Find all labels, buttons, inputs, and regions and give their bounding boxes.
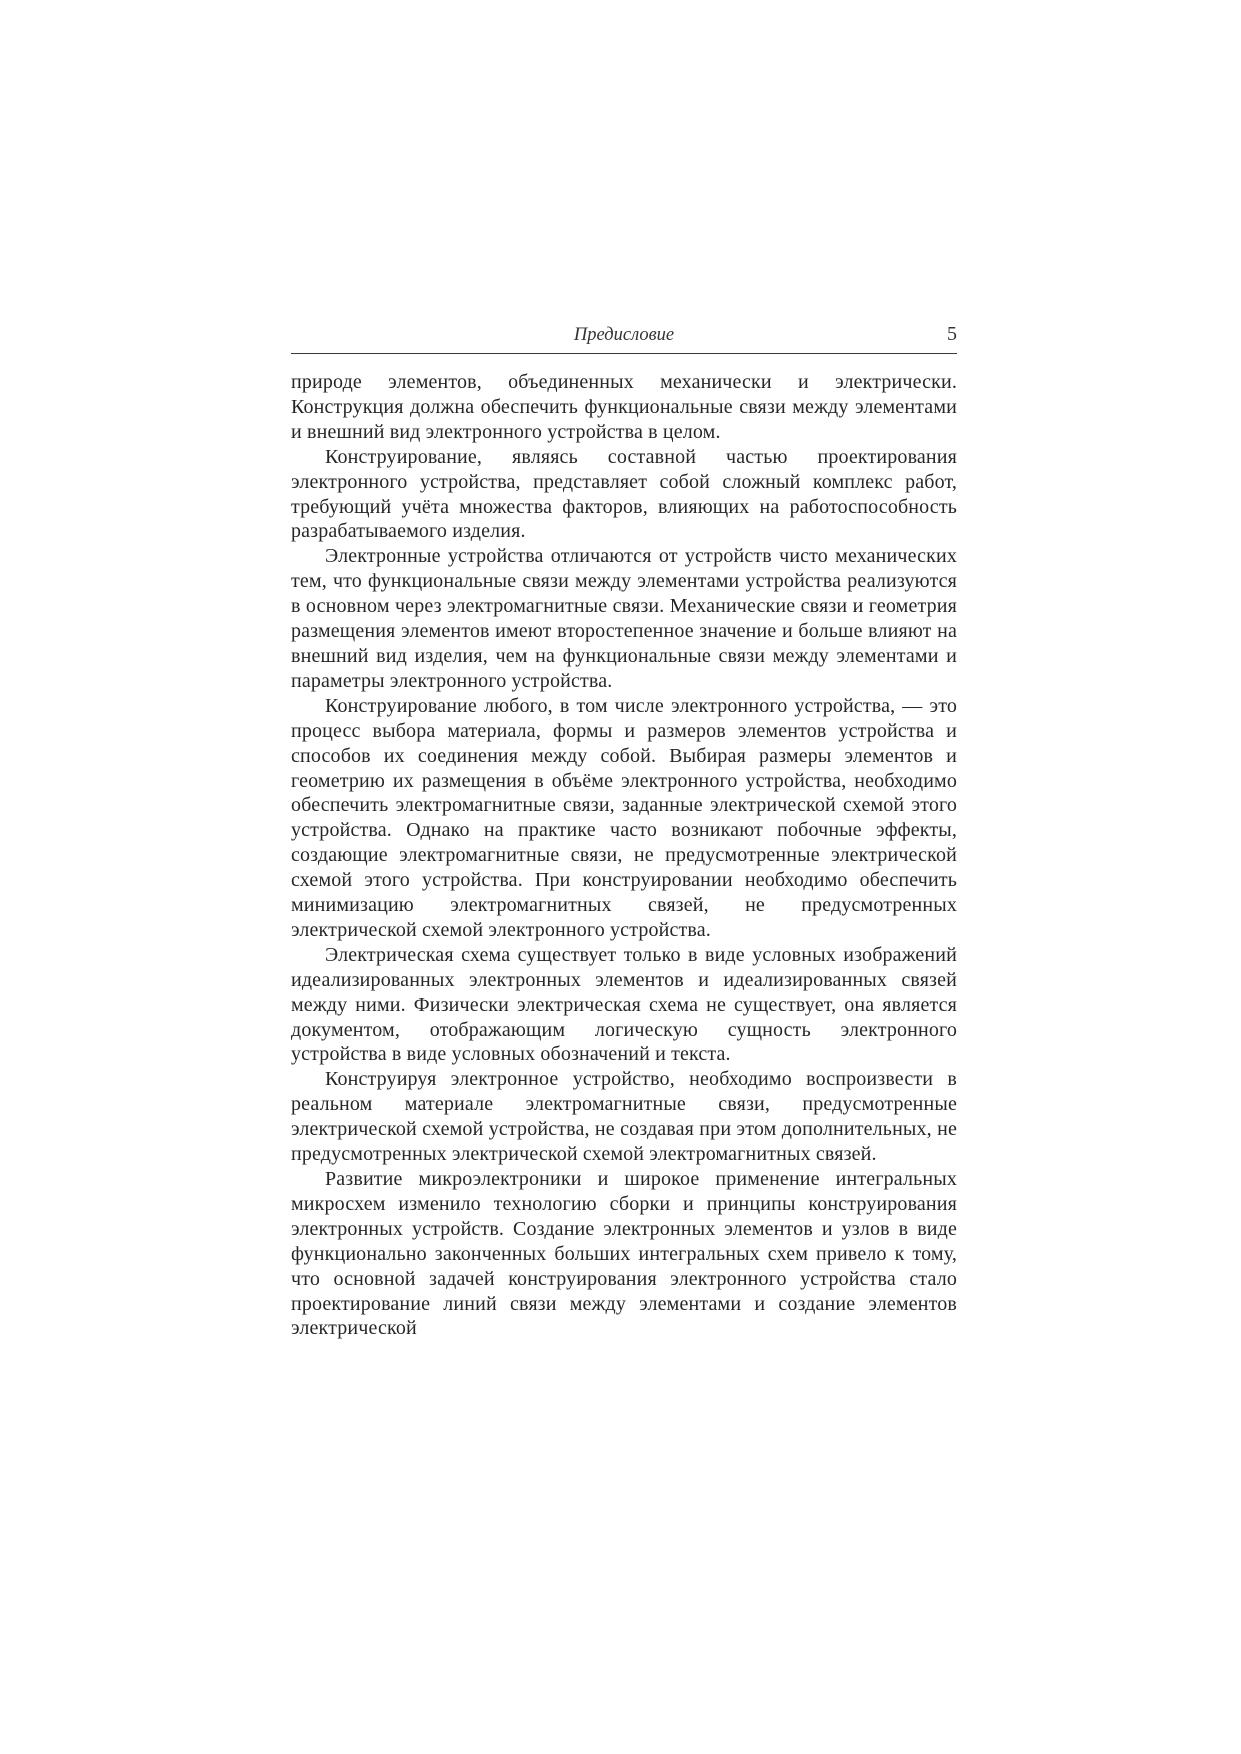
page-number: 5 [947, 323, 957, 345]
paragraph: Конструируя электронное устройство, необходимо воспроизвести в реальном материале электромагнитные связи, предусмотренные электрической схемой устройства, не создавая при этом дополнительных, не предусмотренных электрической схемой электромагнитных связей. [291, 1068, 957, 1166]
paragraph: Конструирование любого, в том числе электронного устройства, — это процесс выбора материала, формы и размеров элементов устройства и способов их соединения между собой. Выбирая размеры элементов и геометрию их размещения в объёме электронного устройства, необходимо обеспечить электромагнитные связи, заданные электрической схемой этого устройства. Однако на практике часто возникают побочные эффекты, создающие электромагнитные связи, не предусмотренные электрической схемой этого устройства. При конструировании необходимо обеспечить минимизацию электромагнитных связей, не предусмотренных электрической схемой электронного устройства. [291, 694, 957, 941]
paragraph: Электронные устройства отличаются от устройств чисто механических тем, что функциональные связи между элементами устройства реализуются в основном через электромагнитные связи. Механические связи и геометрия размещения элементов имеют второстепенное значение и больше влияют на внешний вид изделия, чем на функциональные связи между элементами и параметры электронного устройства. [291, 545, 957, 692]
paragraph: Конструирование, являясь составной частью проектирования электронного устройства, представляет собой сложный комплекс работ, требующий учёта множества факторов, влияющих на работоспособность разрабатываемого изделия. [291, 445, 957, 543]
paragraph: Электрическая схема существует только в виде условных изображений идеализированных электронных элементов и идеализированных связей между ними. Физически электрическая схема не существует, она является документом, отображающим логическую сущность электронного устройства в виде условных обозначений и текста. [291, 943, 957, 1066]
running-header [291, 323, 957, 354]
paragraph-continues-next-page: Развитие микроэлектроники и широкое применение интегральных микросхем изменило технологию сборки и принципы конструирования электронных устройств. Создание электронных элементов и узлов в виде функционально законченных больших интегральных схем привело к тому, что основной задачей конструирования электронного устройства стало проектирование линий связи между элементами и создание элементов электрической [291, 1168, 957, 1340]
body-text [291, 370, 957, 1341]
running-title: Предисловие [573, 325, 675, 345]
paragraph-continued: природе элементов, объединенных механически и электрически. Конструкция должна обеспечить функциональные связи между элементами и внешний вид электронного устройства в целом. [291, 371, 957, 443]
